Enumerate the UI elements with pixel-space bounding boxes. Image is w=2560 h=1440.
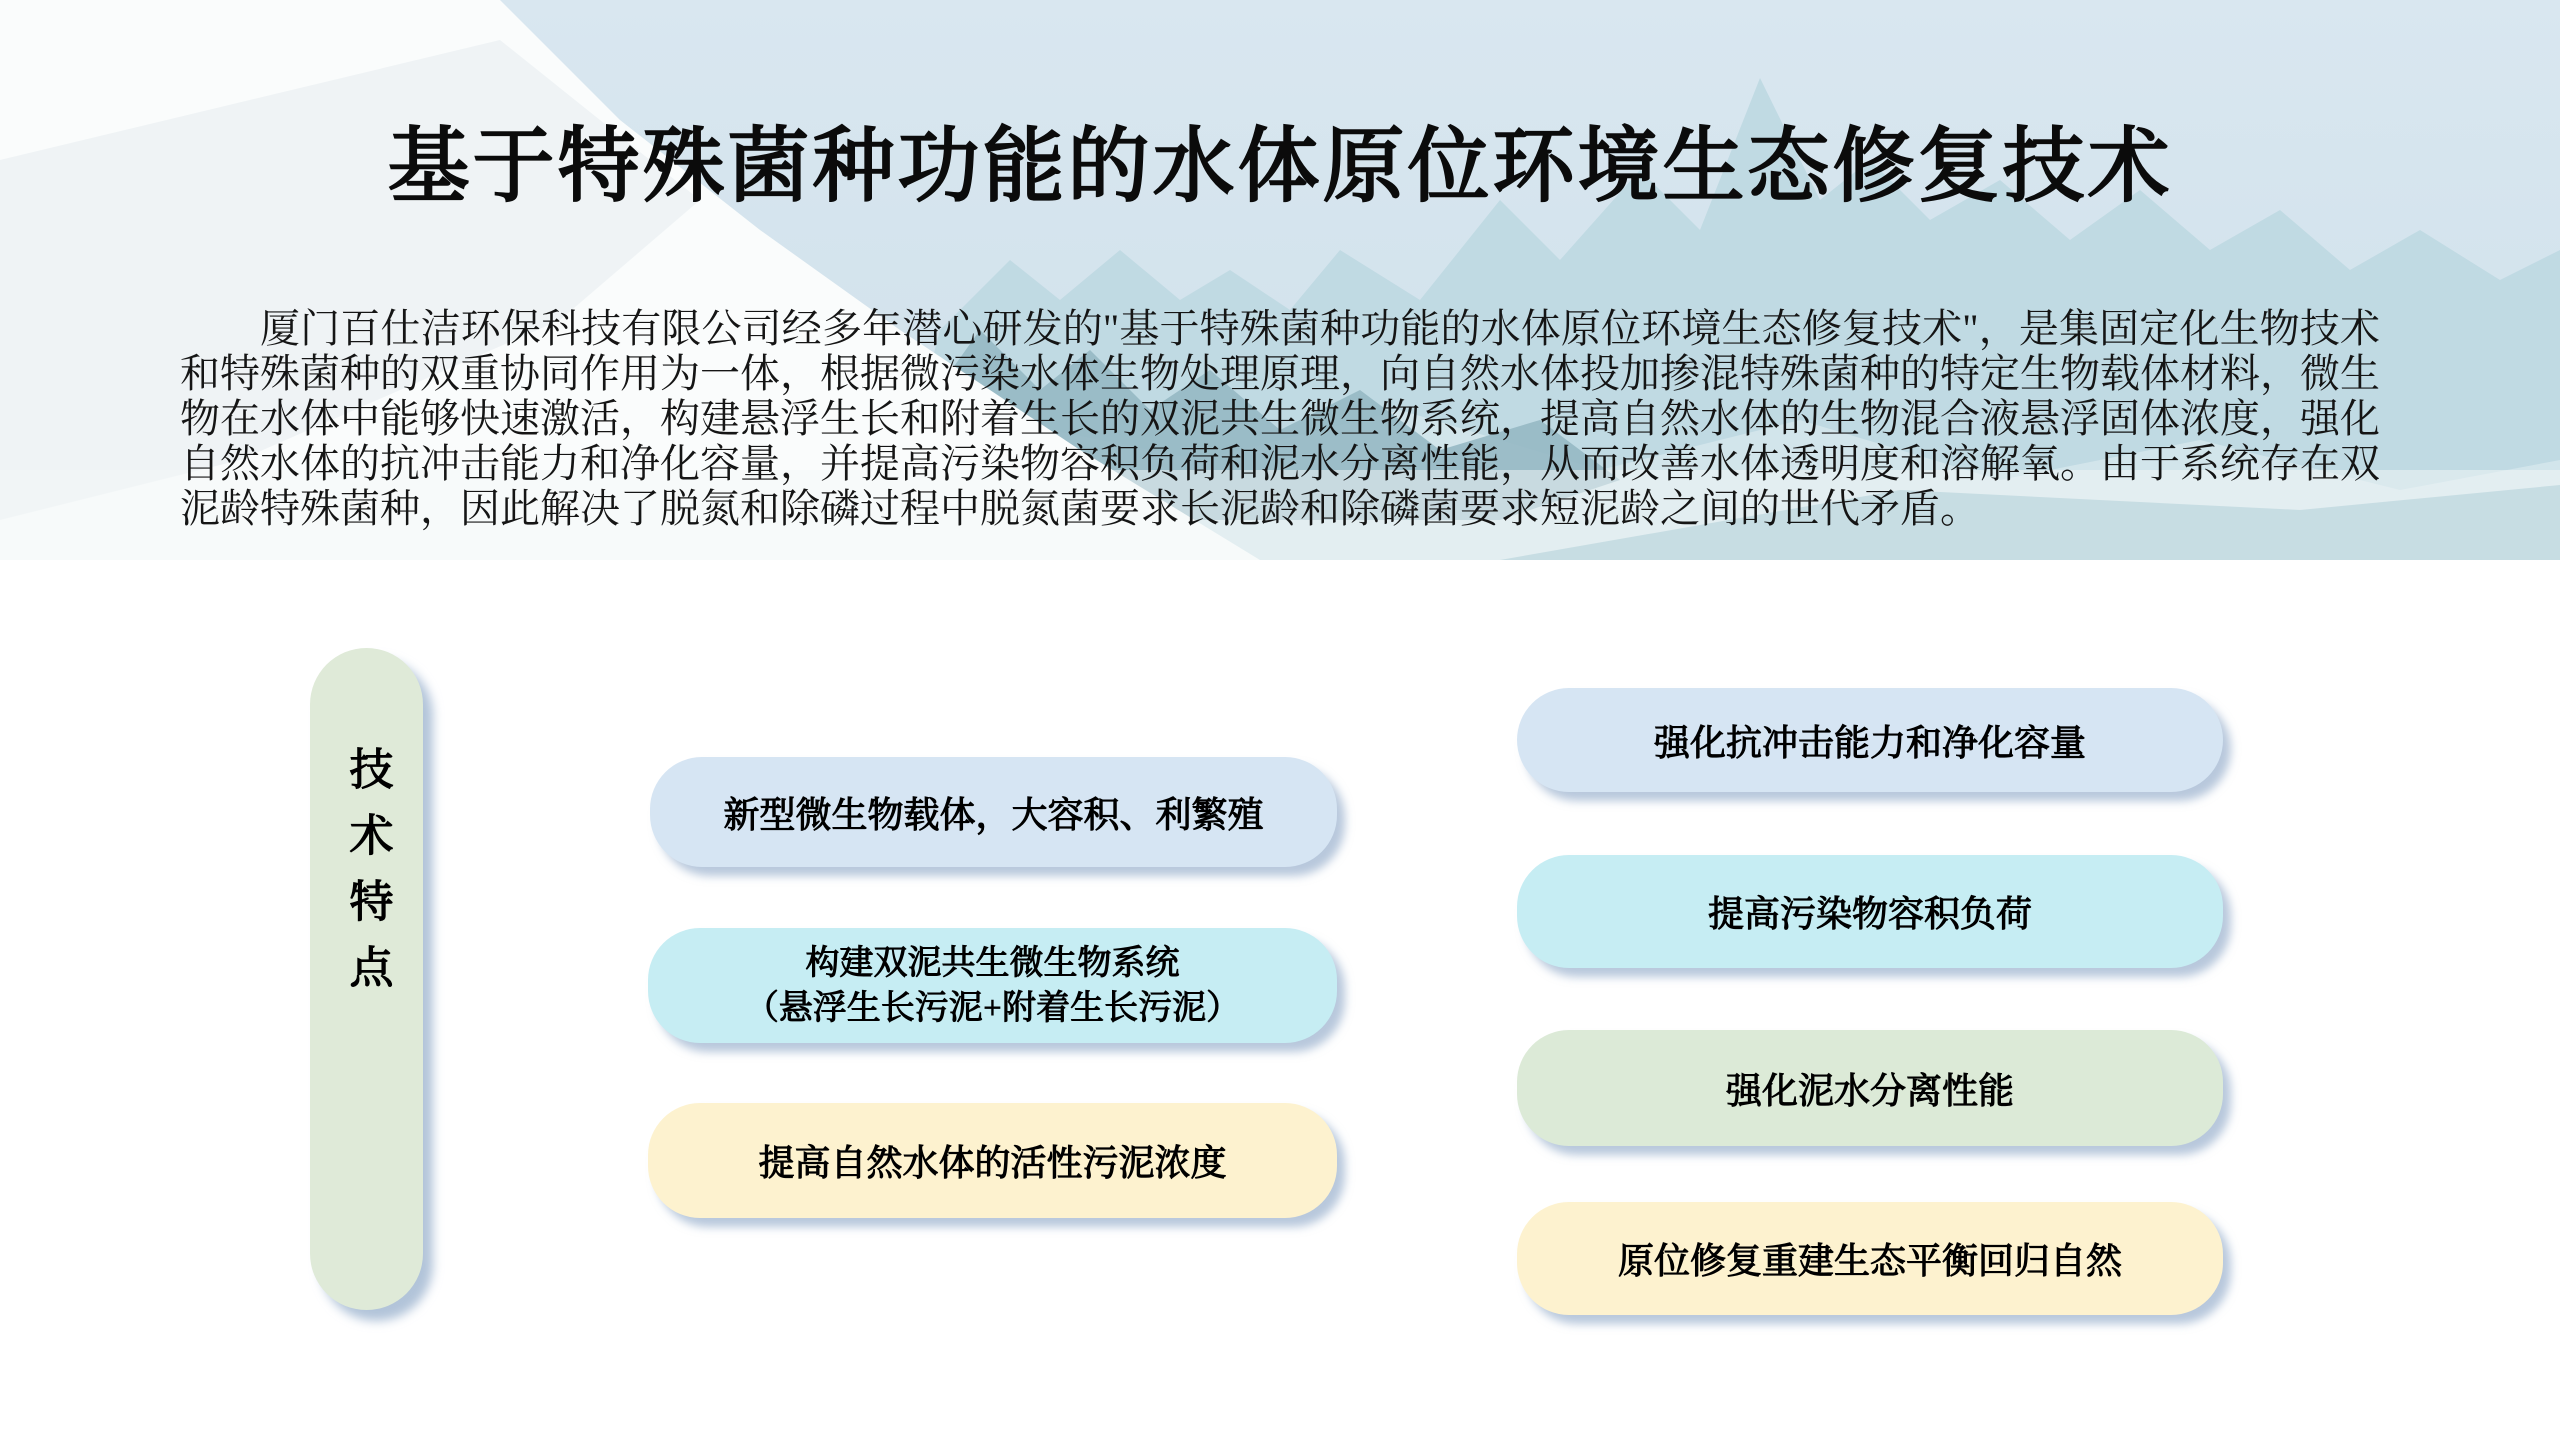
- feature-box-text: 强化泥水分离性能: [1725, 1070, 2014, 1111]
- feature-box-text-line2: （悬浮生长污泥+附着生长污泥）: [744, 989, 1241, 1027]
- feature-box-text-line1: 构建双泥共生微生物系统: [805, 944, 1180, 982]
- feature-box-shock-resistance: [1517, 688, 2223, 792]
- page-title: 基于特殊菌种功能的水体原位环境生态修复技术: [387, 121, 2173, 212]
- features-section: [0, 560, 2560, 1440]
- features-heading-label: 技术特点: [342, 746, 392, 1010]
- feature-box-dual-sludge-system: [648, 928, 1337, 1043]
- feature-box-text: 原位修复重建生态平衡回归自然: [1617, 1241, 2122, 1281]
- feature-box-in-situ-restoration: [1517, 1202, 2223, 1315]
- hero-banner: [0, 0, 2560, 560]
- intro-paragraph: 厦门百仕洁环保科技有限公司经多年潜心研发的"基于特殊菌种功能的水体原位环境生态修复技术"，是集固定化生物技术和特殊菌种的双重协同作用为一体，根据微污染水体生物处理原理，向自然水体投加掺混特殊菌种的特定生物载体材料，微生物在水体中能够快速激活，构建悬浮生长和附着生长的双泥共生微生物系统，提高自然水体的生物混合液悬浮固体浓度，强化自然水体的抗冲击能力和净化容量，并提高污染物容积负荷和泥水分离性能，从而改善水体透明度和溶解氧。由于系统存在双泥龄特殊菌种，因此解决了脱氮和除磷过程中脱氮菌要求长泥龄和除磷菌要求短泥龄之间的世代矛盾。: [180, 306, 2380, 531]
- feature-box-text: 强化抗冲击能力和净化容量: [1653, 722, 2086, 763]
- feature-box-new-carrier: [650, 757, 1337, 867]
- feature-box-volume-load: [1517, 855, 2223, 968]
- features-heading-pill: [310, 648, 423, 1310]
- feature-box-text: 新型微生物载体，大容积、利繁殖: [723, 794, 1264, 835]
- feature-box-sludge-concentration: [648, 1103, 1337, 1218]
- feature-box-text: 提高污染物容积负荷: [1707, 894, 2032, 934]
- feature-box-text: 提高自然水体的活性污泥浓度: [758, 1143, 1227, 1183]
- feature-box-separation-performance: [1517, 1030, 2223, 1146]
